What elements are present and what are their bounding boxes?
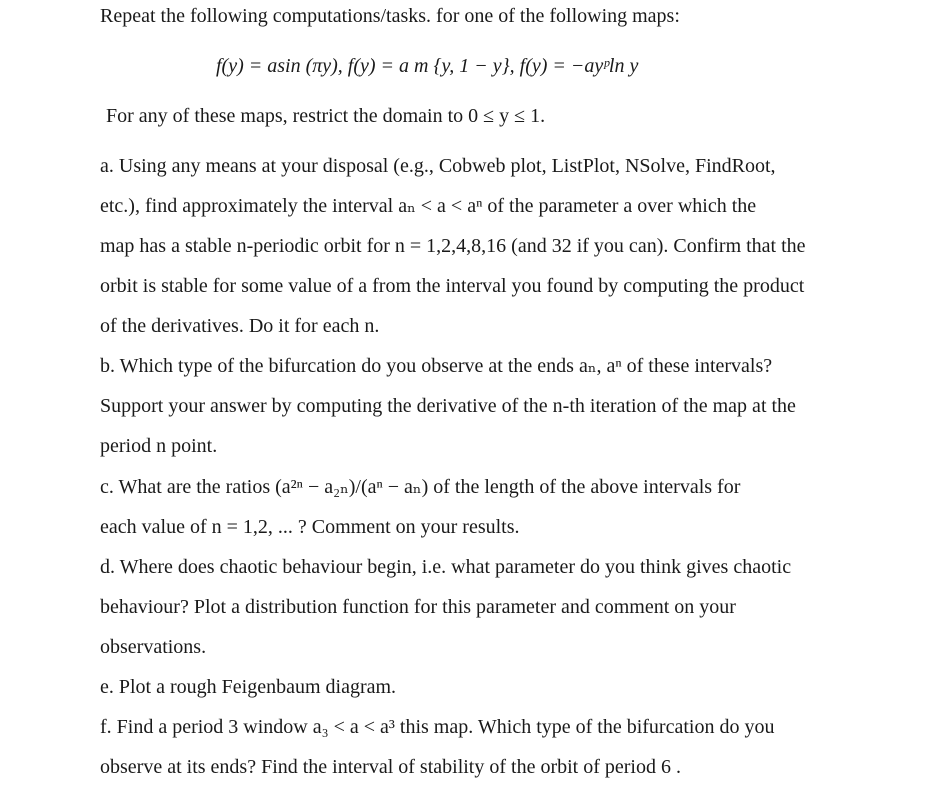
domain-note: For any of these maps, restrict the domain to 0 ≤ y ≤ 1. bbox=[106, 105, 546, 127]
maps-formula: f(y) = asin (πy), f(y) = a m {y, 1 − y}, f(y) = −ayᵖln y bbox=[216, 55, 639, 77]
task-d-line-2: behaviour? Plot a distribution function for this parameter and comment on your bbox=[100, 596, 736, 618]
task-c-line-2: each value of n = 1,2, ... ? Comment on your results. bbox=[100, 516, 520, 538]
task-a-line-1: a. Using any means at your disposal (e.g., Cobweb plot, ListPlot, NSolve, FindRoot, bbox=[100, 155, 776, 177]
task-b-line-3: period n point. bbox=[100, 435, 218, 457]
task-a-line-5: of the derivatives. Do it for each n. bbox=[100, 315, 380, 337]
task-a-line-3: map has a stable n-periodic orbit for n = 1,2,4,8,16 (and 32 if you can). Confirm that the bbox=[100, 235, 806, 257]
task-a-line-2: etc.), find approximately the interval aₙ < a < aⁿ of the parameter a over which the bbox=[100, 195, 757, 217]
intro-text: Repeat the following computations/tasks. for one of the following maps: bbox=[100, 5, 680, 27]
task-c-line-1: c. What are the ratios (a²ⁿ − a₂ₙ)/(aⁿ − aₙ) of the length of the above intervals for bbox=[100, 476, 741, 498]
task-b-line-2: Support your answer by computing the derivative of the n-th iteration of the map at the bbox=[100, 395, 796, 417]
task-f-line-1: f. Find a period 3 window a₃ < a < a³ this map. Which type of the bifurcation do you bbox=[100, 716, 775, 738]
task-d-line-1: d. Where does chaotic behaviour begin, i.e. what parameter do you think gives chaotic bbox=[100, 556, 792, 578]
task-e-line-1: e. Plot a rough Feigenbaum diagram. bbox=[100, 676, 397, 698]
task-a-line-4: orbit is stable for some value of a from the interval you found by computing the product bbox=[100, 275, 805, 297]
task-b-line-1: b. Which type of the bifurcation do you observe at the ends aₙ, aⁿ of these intervals? bbox=[100, 355, 773, 377]
task-f-line-2: observe at its ends? Find the interval of stability of the orbit of period 6 . bbox=[100, 756, 681, 778]
task-d-line-3: observations. bbox=[100, 636, 207, 658]
